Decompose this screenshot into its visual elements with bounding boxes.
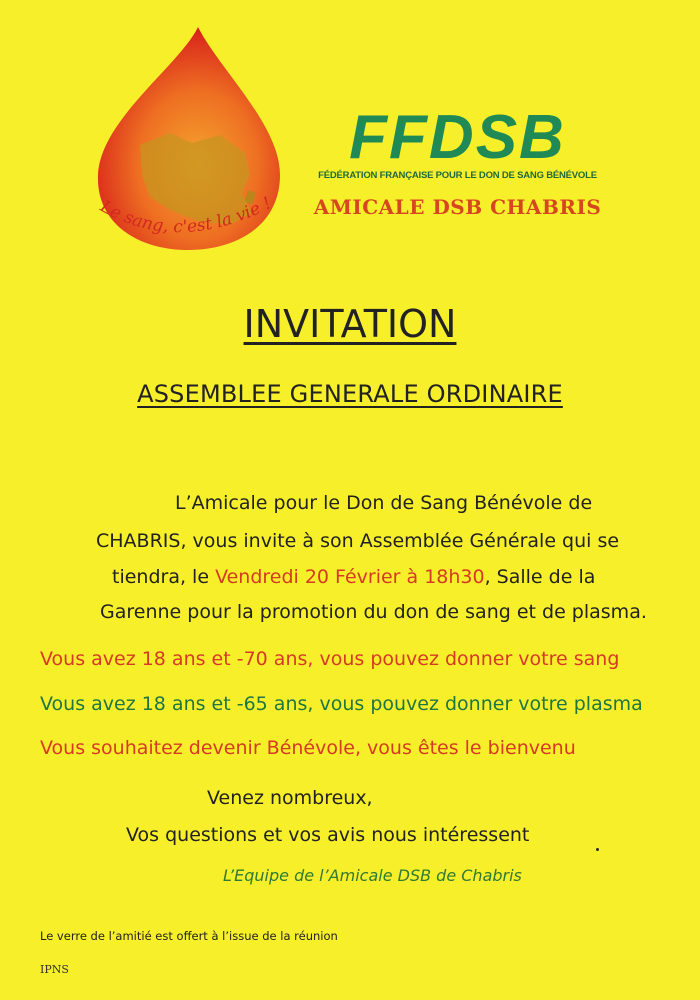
signature: L’Equipe de l’Amicale DSB de Chabris (223, 866, 522, 885)
body-line-2: CHABRIS, vous invite à son Assemblée Générale qui se (96, 530, 620, 552)
body-line-3-start: tiendra, le (112, 566, 216, 588)
volunteer-line: Vous souhaitez devenir Bénévole, vous êtes le bienvenu (40, 737, 576, 759)
plasma-donation-line: Vous avez 18 ans et -65 ans, vous pouvez donner votre plasma (40, 693, 643, 715)
invitation-title: INVITATION (243, 302, 457, 346)
questions-line: Vos questions et vos avis nous intéressent (126, 824, 530, 846)
invitation-subtitle: ASSEMBLEE GENERALE ORDINAIRE (137, 380, 563, 408)
body-line-1: L’Amicale pour le Don de Sang Bénévole de (175, 492, 593, 514)
body-line-4: Garenne pour la promotion du don de sang et de plasma. (100, 601, 647, 623)
body-line-3 (112, 566, 595, 588)
brand-block (295, 103, 620, 219)
speck-mark (596, 848, 599, 851)
body-line-3-end: , Salle de la (484, 566, 596, 588)
slogan-text: Le sang, c'est la vie ! (96, 193, 275, 238)
amicale-name: AMICALE DSB CHABRIS (313, 195, 602, 219)
blood-drop-logo (80, 25, 300, 260)
federation-name: FÉDÉRATION FRANÇAISE POUR LE DON DE SANG BÉNÉVOLE (318, 170, 597, 181)
brand-name: FFDSB (349, 103, 566, 172)
ipns-mark: IPNS (40, 963, 69, 976)
footer-note: Le verre de l’amitié est offert à l’issue de la réunion (40, 929, 338, 943)
blood-donation-line: Vous avez 18 ans et -70 ans, vous pouvez donner votre sang (40, 648, 620, 670)
venez-nombreux: Venez nombreux, (207, 787, 373, 809)
event-date: Vendredi 20 Février à 18h30 (215, 566, 485, 588)
